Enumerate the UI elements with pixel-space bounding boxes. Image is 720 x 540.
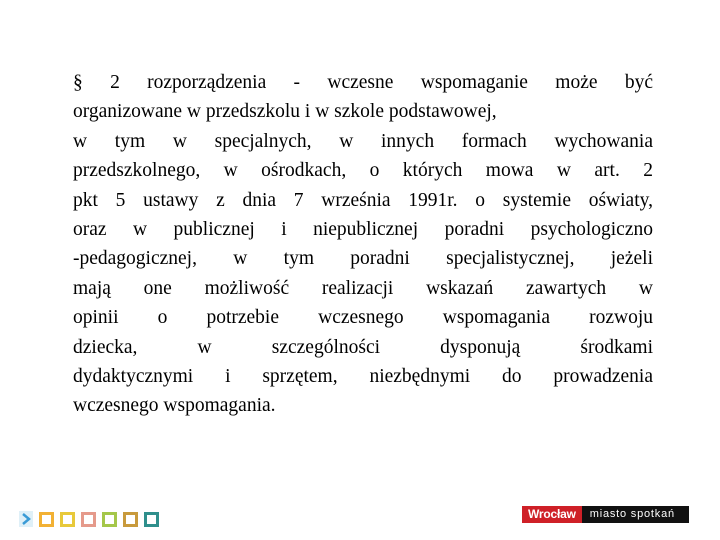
paragraph-line: wczesnego wspomagania. bbox=[73, 395, 276, 417]
logo-city-name: Wrocław bbox=[522, 506, 582, 523]
paragraph-line: w tym w specjalnych, w innych formach wychowania bbox=[73, 130, 653, 152]
paragraph-line: opinii o potrzebie wczesnego wspomagania rozwoju bbox=[73, 307, 653, 329]
paragraph-line: przedszkolnego, w ośrodkach, o których mowa w art. 2 bbox=[73, 160, 653, 182]
paragraph-line: dziecka, w szczególności dysponują środkami bbox=[73, 336, 653, 358]
paragraph-line: -pedagogicznej, w tym poradni specjalistycznej, jeżeli bbox=[73, 248, 653, 270]
paragraph-line: dydaktycznymi i sprzętem, niezbędnymi do prowadzenia bbox=[73, 365, 653, 387]
color-square-5 bbox=[123, 512, 138, 527]
color-square-1 bbox=[39, 512, 54, 527]
paragraph-line: organizowane w przedszkolu i w szkole podstawowej, bbox=[73, 101, 497, 123]
color-square-6 bbox=[144, 512, 159, 527]
paragraph-line: pkt 5 ustawy z dnia 7 września 1991r. o systemie oświaty, bbox=[73, 189, 653, 211]
wroclaw-logo bbox=[522, 506, 689, 523]
paragraph-line: oraz w publicznej i niepublicznej poradni psychologiczno bbox=[73, 218, 653, 240]
paragraph-line: § 2 rozporządzenia - wczesne wspomaganie może być bbox=[73, 72, 653, 93]
logo-slogan: miasto spotkań bbox=[582, 506, 689, 523]
paragraph-line: mają one możliwość realizacji wskazań zawartych w bbox=[73, 277, 653, 299]
color-square-4 bbox=[102, 512, 117, 527]
next-arrow-icon[interactable] bbox=[19, 511, 33, 527]
footer-decoration bbox=[19, 509, 165, 529]
color-square-3 bbox=[81, 512, 96, 527]
color-square-2 bbox=[60, 512, 75, 527]
document-paragraph bbox=[73, 68, 653, 421]
